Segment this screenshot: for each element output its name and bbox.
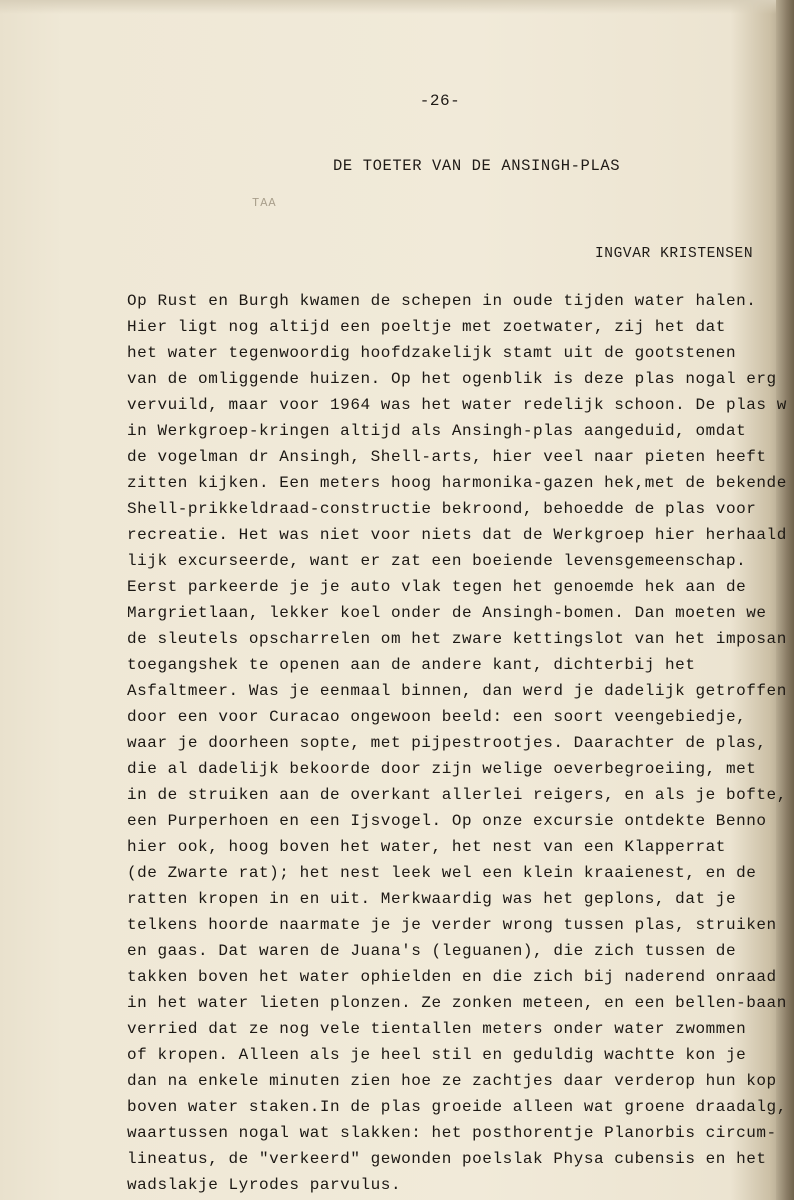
text-line: (de Zwarte rat); het nest leek wel een klein kraaienest, en de — [127, 864, 757, 882]
text-line: het water tegenwoordig hoofdzakelijk stamt uit de gootstenen — [127, 344, 737, 362]
text-line: Op Rust en Burgh kwamen de schepen in oude tijden water halen. — [127, 292, 757, 310]
text-line: recreatie. Het was niet voor niets dat de Werkgroep hier herhaald — [127, 526, 787, 544]
text-line: toegangshek te openen aan de andere kant, dichterbij het — [127, 656, 696, 674]
text-line: takken boven het water ophielden en die zich bij naderend onraad — [127, 968, 777, 986]
text-line: in de struiken aan de overkant allerlei reigers, en als je bofte, — [127, 786, 787, 804]
article-author: INGVAR KRISTENSEN — [595, 246, 754, 262]
text-line: de vogelman dr Ansingh, Shell-arts, hier veel naar pieten heeft — [127, 448, 767, 466]
text-line: en gaas. Dat waren de Juana's (leguanen), die zich tussen de — [127, 942, 737, 960]
text-line: in Werkgroep-kringen altijd als Ansingh-plas aangeduid, omdat — [127, 422, 747, 440]
article-body — [127, 288, 791, 1198]
text-line: in het water lieten plonzen. Ze zonken meteen, en een bellen-baan — [127, 994, 787, 1012]
text-line: van de omliggende huizen. Op het ogenblik is deze plas nogal erg — [127, 370, 777, 388]
faint-stamp-mark: TAA — [252, 196, 277, 210]
text-line: lineatus, de "verkeerd" gewonden poelslak Physa cubensis en het — [127, 1150, 767, 1168]
text-line: Hier ligt nog altijd een poeltje met zoetwater, zij het dat — [127, 318, 726, 336]
text-line: wadslakje Lyrodes parvulus. — [127, 1176, 402, 1194]
text-line: door een voor Curacao ongewoon beeld: een soort veengebiedje, — [127, 708, 747, 726]
text-line: waar je doorheen sopte, met pijpestrootjes. Daarachter de plas, — [127, 734, 767, 752]
text-line: die al dadelijk bekoorde door zijn welige oeverbegroeiing, met — [127, 760, 757, 778]
text-line: een Purperhoen en een Ijsvogel. Op onze excursie ontdekte Benno — [127, 812, 767, 830]
text-line: vervuild, maar voor 1964 was het water redelijk schoon. De plas w — [127, 396, 787, 414]
text-line: Shell-prikkeldraad-constructie bekroond, behoedde de plas voor — [127, 500, 757, 518]
text-line: de sleutels opscharrelen om het zware kettingslot van het imposan — [127, 630, 787, 648]
text-line: Margrietlaan, lekker koel onder de Ansingh-bomen. Dan moeten we — [127, 604, 767, 622]
text-line: telkens hoorde naarmate je je verder wrong tussen plas, struiken — [127, 916, 777, 934]
page-top-shadow — [0, 0, 794, 14]
article-title: DE TOETER VAN DE ANSINGH-PLAS — [333, 157, 621, 175]
text-line: boven water staken.In de plas groeide alleen wat groene draadalg, — [127, 1098, 787, 1116]
text-line: zitten kijken. Een meters hoog harmonika-gazen hek,met de bekende — [127, 474, 787, 492]
text-line: hier ook, hoog boven het water, het nest van een Klapperrat — [127, 838, 726, 856]
text-line: Asfaltmeer. Was je eenmaal binnen, dan werd je dadelijk getroffen — [127, 682, 787, 700]
page-number: -26- — [419, 92, 461, 110]
text-line: Eerst parkeerde je je auto vlak tegen het genoemde hek aan de — [127, 578, 747, 596]
text-line: ratten kropen in en uit. Merkwaardig was het geplons, dat je — [127, 890, 737, 908]
text-line: waartussen nogal wat slakken: het posthorentje Planorbis circum- — [127, 1124, 777, 1142]
text-line: verried dat ze nog vele tientallen meters onder water zwommen — [127, 1020, 747, 1038]
text-line: dan na enkele minuten zien hoe ze zachtjes daar verderop hun kop — [127, 1072, 777, 1090]
text-line: of kropen. Alleen als je heel stil en geduldig wachtte kon je — [127, 1046, 747, 1064]
text-line: lijk excurseerde, want er zat een boeiende levensgemeenschap. — [127, 552, 747, 570]
